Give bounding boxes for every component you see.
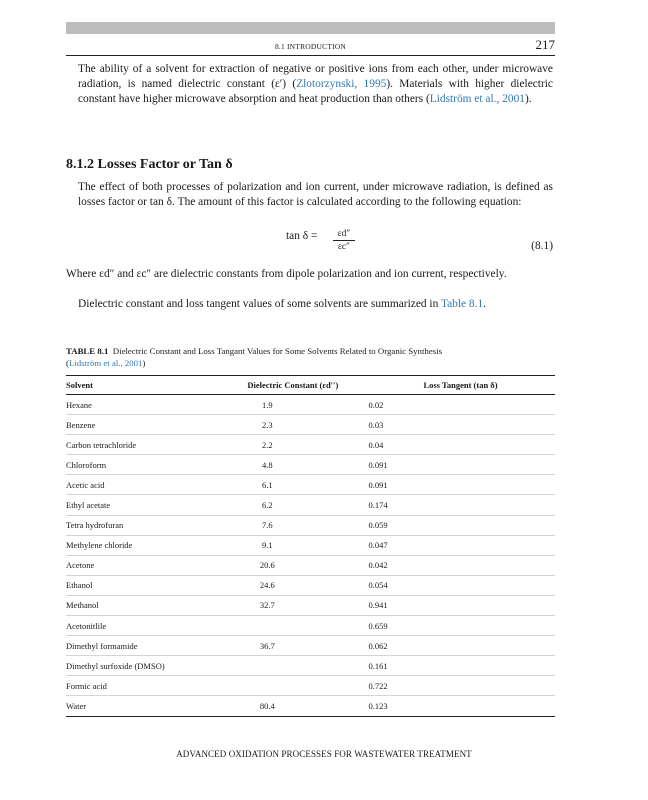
dielectric-value: 7.6 bbox=[262, 520, 273, 531]
header-loss-tangent: Loss Tangent (tan δ) bbox=[368, 376, 555, 395]
cell-solvent: Dimethyl surfoxide (DMSO) bbox=[66, 656, 247, 676]
running-header bbox=[66, 37, 555, 56]
table-row bbox=[66, 535, 555, 555]
intro-paragraph bbox=[78, 62, 553, 107]
table-row bbox=[66, 575, 555, 595]
cell-dielectric bbox=[247, 555, 368, 575]
cell-tan: 0.174 bbox=[368, 495, 555, 515]
equation-lhs: tan δ = bbox=[286, 230, 318, 242]
cell-tan: 0.062 bbox=[368, 636, 555, 656]
dielectric-value: 20.6 bbox=[259, 560, 275, 571]
table-row bbox=[66, 595, 555, 615]
cell-dielectric bbox=[247, 515, 368, 535]
dielectric-value: 6.2 bbox=[262, 500, 273, 511]
cell-solvent: Ethanol bbox=[66, 575, 247, 595]
cell-tan: 0.054 bbox=[368, 575, 555, 595]
table-label: TABLE 8.1 bbox=[66, 346, 109, 356]
running-title: 8.1 INTRODUCTION bbox=[274, 42, 347, 51]
cell-tan: 0.042 bbox=[368, 555, 555, 575]
cell-dielectric bbox=[247, 696, 368, 716]
cell-dielectric bbox=[247, 395, 368, 415]
cell-tan: 0.722 bbox=[368, 676, 555, 696]
table-caption bbox=[66, 345, 555, 369]
cell-tan: 0.059 bbox=[368, 515, 555, 535]
cell-solvent: Water bbox=[66, 696, 247, 716]
cell-tan: 0.02 bbox=[368, 395, 555, 415]
cell-tan: 0.941 bbox=[368, 595, 555, 615]
section-heading: 8.1.2 Losses Factor or Tan δ bbox=[66, 157, 233, 172]
cell-solvent: Acetic acid bbox=[66, 475, 247, 495]
cell-dielectric bbox=[247, 435, 368, 455]
cell-solvent: Carbon tetrachloride bbox=[66, 435, 247, 455]
cell-tan: 0.091 bbox=[368, 475, 555, 495]
equation-denominator: εc″ bbox=[337, 242, 351, 252]
cell-dielectric bbox=[247, 535, 368, 555]
table-row bbox=[66, 696, 555, 716]
header-dielectric: Dielectric Constant (εd′′) bbox=[247, 376, 368, 395]
table-row bbox=[66, 495, 555, 515]
equation-fraction bbox=[333, 229, 355, 252]
cell-dielectric bbox=[247, 495, 368, 515]
cell-tan: 0.091 bbox=[368, 455, 555, 475]
page-number: 217 bbox=[535, 37, 555, 52]
cell-solvent: Chloroform bbox=[66, 455, 247, 475]
table-header-row bbox=[66, 376, 555, 395]
intro-text-c: ). bbox=[524, 93, 532, 105]
cell-tan: 0.047 bbox=[368, 535, 555, 555]
summary-text: Dielectric constant and loss tangent values of some solvents are summarized in bbox=[78, 298, 441, 310]
cell-tan: 0.161 bbox=[368, 656, 555, 676]
cell-solvent: Methylene chloride bbox=[66, 535, 247, 555]
cell-solvent: Acetone bbox=[66, 555, 247, 575]
citation-link-zlotorzynski[interactable]: Zlotorzynski, 1995 bbox=[296, 78, 387, 90]
summary-paragraph bbox=[78, 297, 553, 312]
table-row bbox=[66, 676, 555, 696]
table-row bbox=[66, 636, 555, 656]
cell-dielectric bbox=[247, 415, 368, 435]
cell-tan: 0.659 bbox=[368, 616, 555, 636]
cell-solvent: Methanol bbox=[66, 595, 247, 615]
cell-dielectric bbox=[247, 475, 368, 495]
table-row bbox=[66, 415, 555, 435]
dielectric-value: 32.7 bbox=[259, 600, 275, 611]
table-row bbox=[66, 435, 555, 455]
dielectric-value: 4.8 bbox=[262, 459, 273, 470]
table-row bbox=[66, 656, 555, 676]
caption-paren-open: ( bbox=[66, 358, 69, 368]
equation-numerator: εd″ bbox=[333, 229, 355, 241]
table-row bbox=[66, 395, 555, 415]
citation-link-lidstrom[interactable]: Lidström et al., 2001 bbox=[429, 93, 525, 105]
equation-number: (8.1) bbox=[531, 240, 553, 252]
dielectric-value: 80.4 bbox=[259, 700, 275, 711]
cell-solvent: Acetonitlile bbox=[66, 616, 247, 636]
table-row bbox=[66, 515, 555, 535]
dielectric-value: 2.2 bbox=[262, 439, 273, 450]
top-gray-bar bbox=[66, 22, 555, 34]
cell-tan: 0.04 bbox=[368, 435, 555, 455]
solvent-table bbox=[66, 375, 555, 717]
cell-dielectric bbox=[247, 676, 368, 696]
cell-dielectric bbox=[247, 656, 368, 676]
cell-solvent: Dimethyl formamide bbox=[66, 636, 247, 656]
header-solvent: Solvent bbox=[66, 376, 247, 395]
cell-tan: 0.03 bbox=[368, 415, 555, 435]
dielectric-value: 36.7 bbox=[259, 640, 275, 651]
summary-end: . bbox=[483, 298, 487, 310]
table-caption-text: Dielectric Constant and Loss Tangant Values for Some Solvents Related to Organic Synthesis bbox=[112, 346, 442, 356]
intro-text-b: ). Materials with higher dielectric constant have higher microwave absorption and heat production than others ( bbox=[78, 78, 553, 105]
cell-solvent: Tetra hydrofuran bbox=[66, 515, 247, 535]
dielectric-value: 9.1 bbox=[262, 540, 273, 551]
cell-solvent: Ethyl acetate bbox=[66, 495, 247, 515]
table-reference-link[interactable]: Table 8.1 bbox=[440, 298, 484, 310]
dielectric-value: 1.9 bbox=[262, 399, 273, 410]
table-row bbox=[66, 555, 555, 575]
cell-dielectric bbox=[247, 616, 368, 636]
cell-dielectric bbox=[247, 595, 368, 615]
book-footer: ADVANCED OXIDATION PROCESSES FOR WASTEWATER TREATMENT bbox=[176, 749, 472, 759]
table-row bbox=[66, 616, 555, 636]
intro-text-a: The ability of a solvent for extraction of negative or positive ions from each other, under microwave radiation, is named dielectric constant (ε′) ( bbox=[78, 63, 553, 90]
cell-solvent: Formic acid bbox=[66, 676, 247, 696]
caption-paren-close: ) bbox=[142, 358, 146, 368]
dielectric-value: 6.1 bbox=[262, 479, 273, 490]
cell-dielectric bbox=[247, 636, 368, 656]
dielectric-value: 24.6 bbox=[259, 580, 275, 591]
cell-solvent: Hexane bbox=[66, 395, 247, 415]
cell-dielectric bbox=[247, 575, 368, 595]
caption-citation-link[interactable]: Lidström et al., 2001 bbox=[68, 358, 143, 368]
section-paragraph: The effect of both processes of polarization and ion current, under microwave radiation, is defined as losses factor or tan δ. The amount of this factor is calculated according to the following equation: bbox=[78, 181, 553, 208]
cell-tan: 0.123 bbox=[368, 696, 555, 716]
cell-dielectric bbox=[247, 455, 368, 475]
cell-solvent: Benzene bbox=[66, 415, 247, 435]
table-row bbox=[66, 475, 555, 495]
where-paragraph: Where εd″ and εc″ are dielectric constants from dipole polarization and ion current, respectively. bbox=[66, 268, 507, 280]
dielectric-value: 2.3 bbox=[262, 419, 273, 430]
table-row bbox=[66, 455, 555, 475]
